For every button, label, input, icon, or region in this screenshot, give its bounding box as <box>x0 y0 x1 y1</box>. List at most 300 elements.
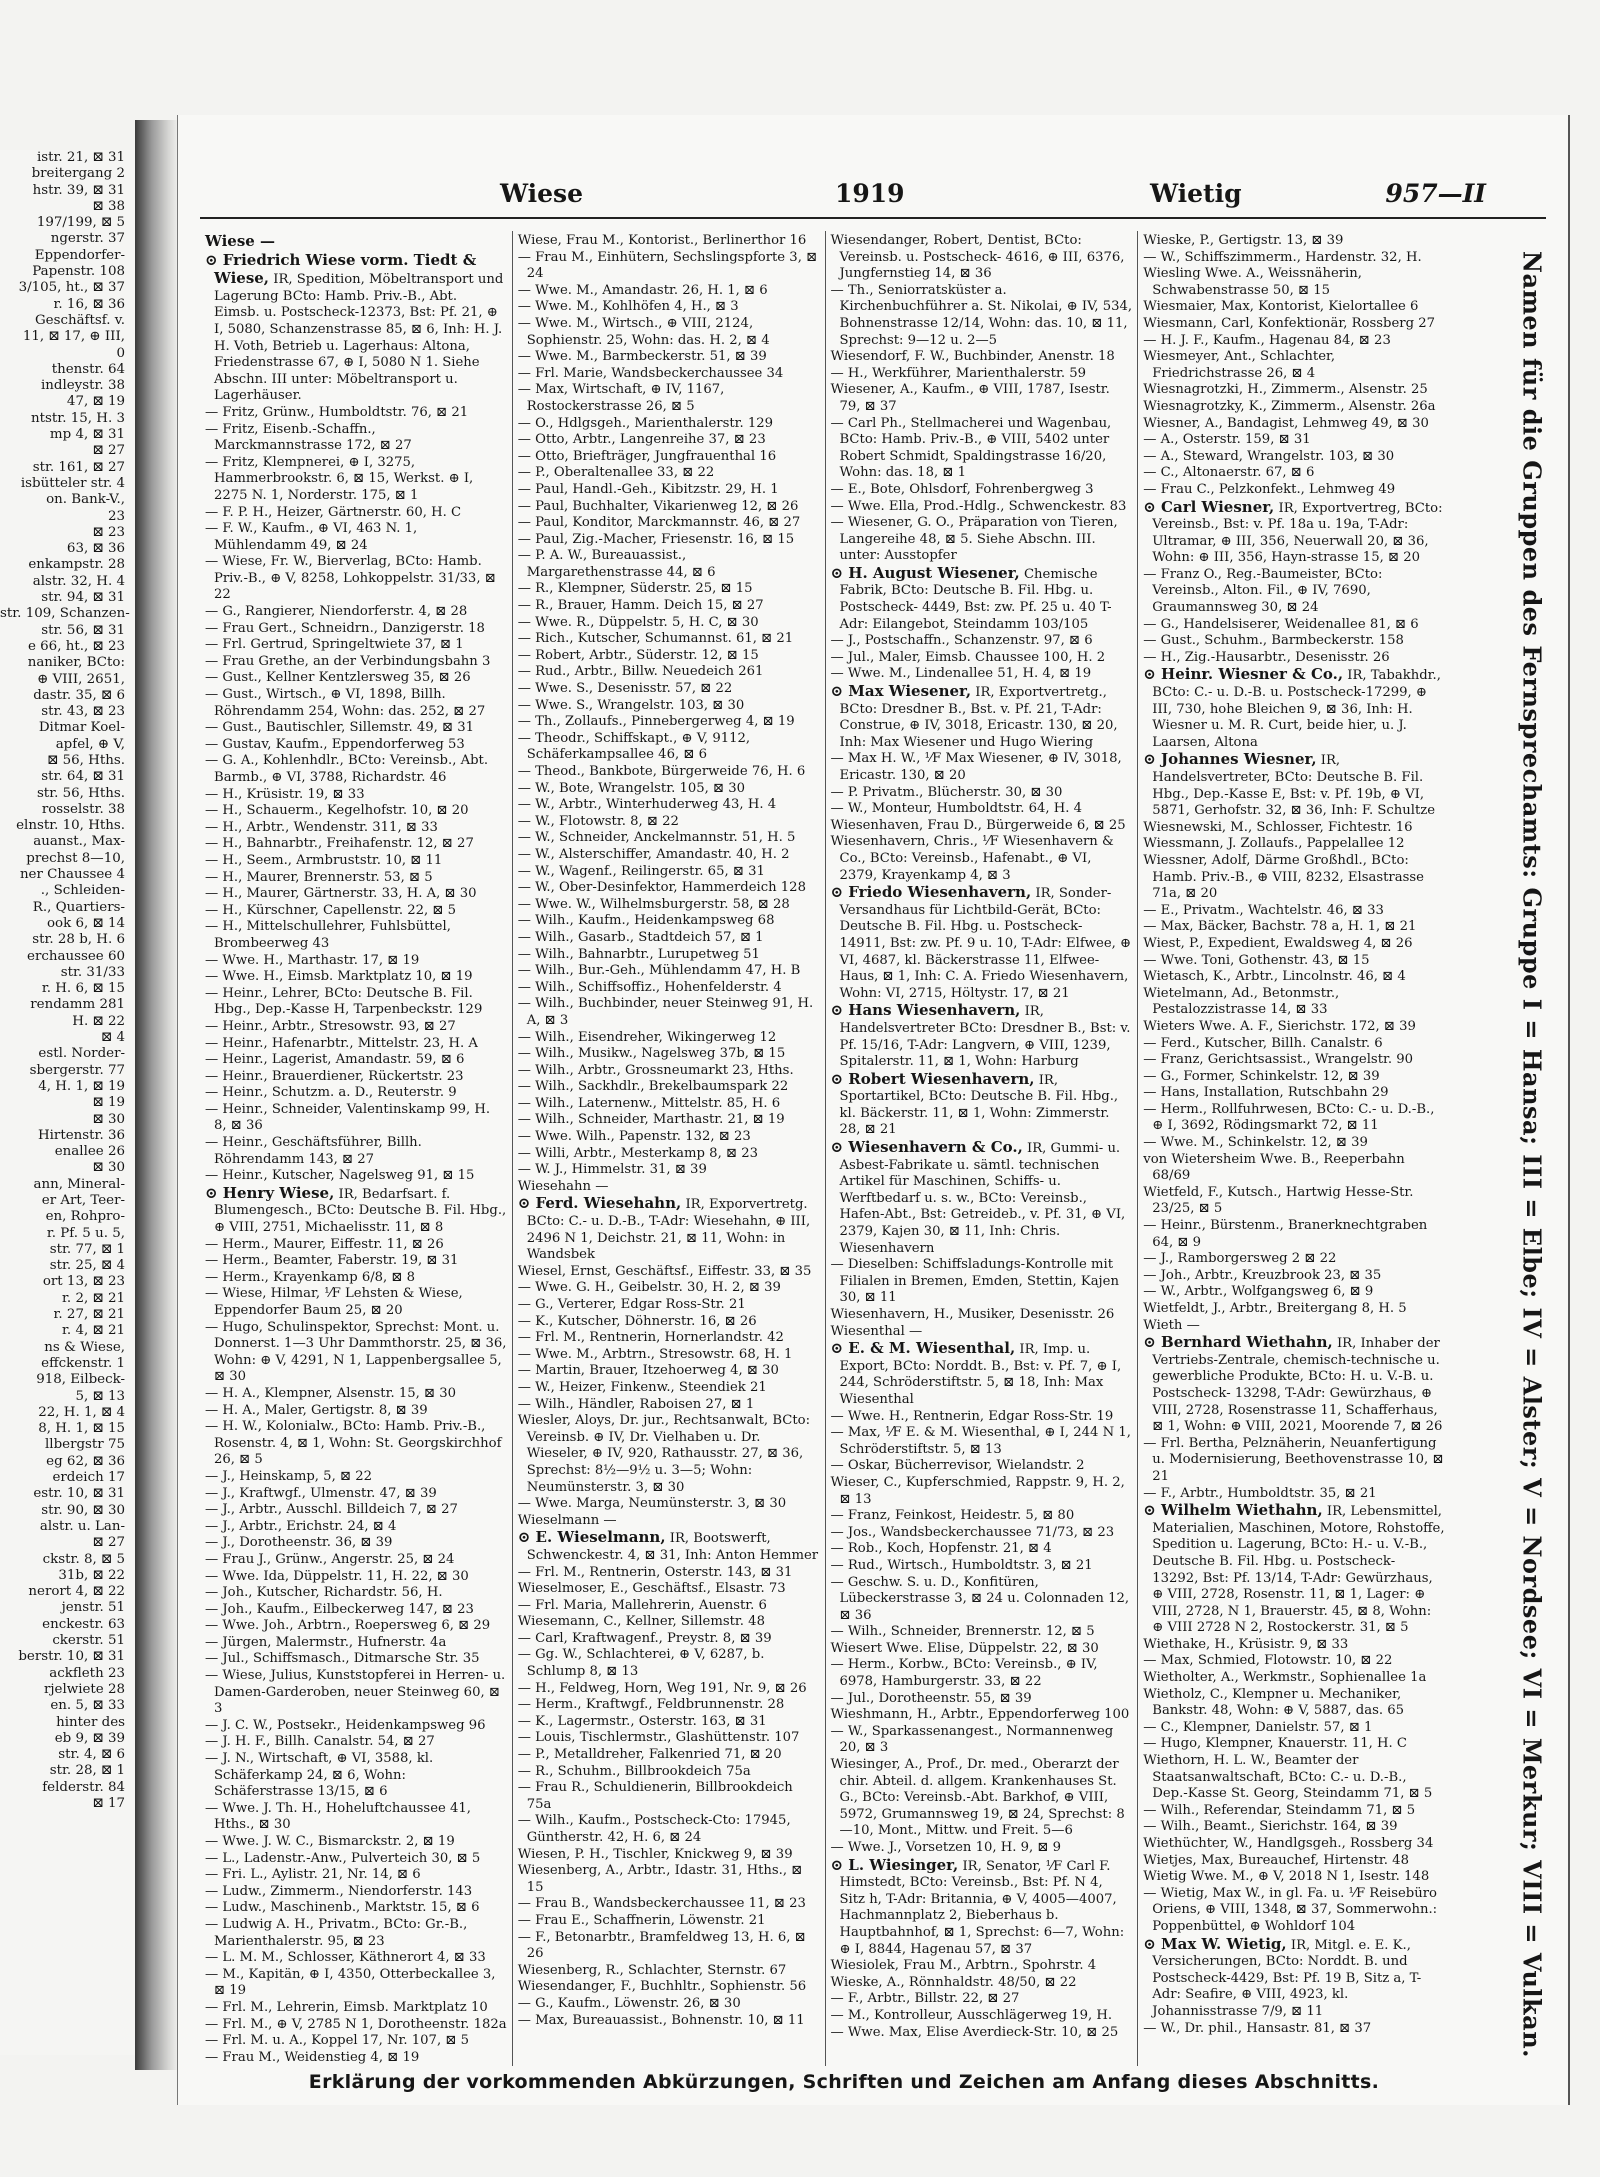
directory-entry <box>831 1541 1133 1558</box>
directory-entry <box>831 1525 1133 1542</box>
entry-text: — K., Lagermstr., Osterstr. 163, ⊠ 31 <box>517 1713 767 1729</box>
entry-text: — Max H. W., ⅟F Max Wiesener, ⊕ IV, 3018, Ericastr. 130, ⊠ 20 <box>830 751 1122 783</box>
entry-text: Wietholz, C., Klempner u. Mechaniker, Bankstr. 48, Wohn: ⊕ V, 5887, das. 65 <box>1143 1686 1404 1719</box>
directory-entry <box>205 953 507 970</box>
directory-entry <box>1143 953 1445 970</box>
left-page-line: ⊠ 30 <box>92 1111 125 1127</box>
directory-entry <box>1143 499 1445 567</box>
entry-text: — Frl. M. u. A., Koppel 17, Nr. 107, ⊠ 5 <box>205 2033 469 2049</box>
head-first-name: Wiese <box>500 179 584 208</box>
entry-text: Wiethorn, H. L. W., Beamter der Staatsanwaltschaft, BCto: C.- u. D.-B., Dep.-Kasse St. Georg, Steindamm 71, ⊠ 5 <box>1143 1753 1433 1802</box>
entry-text: Wiesenhaven, Frau D., Bürgerweide 6, ⊠ 25 <box>830 817 1126 833</box>
entry-text: — Max, Schmied, Flotowstr. 10, ⊠ 22 <box>1143 1653 1393 1669</box>
directory-entry <box>831 1307 1133 1324</box>
directory-entry <box>205 1834 507 1851</box>
entry-text: — Frau E., Schaffnerin, Löwenstr. 21 <box>517 1912 766 1928</box>
entry-text: — J., Ramborgersweg 2 ⊠ 22 <box>1143 1251 1337 1267</box>
entry-text: IR, Tabakhdr., BCto: C.- u. D.-B. u. Postscheck-17299, ⊕ III, 730, hohe Bleichen 9, ⊠ 36, Inh: H. Wiesner u. M. R. Curt, beide hier, u. J. Laarsen, Altona <box>1152 668 1441 750</box>
entry-text: — Jul., Dorotheenstr. 55, ⊠ 39 <box>830 1690 1032 1706</box>
entry-text: — Wiesener, G. O., Präparation von Tieren, Langereihe 48, ⊠ 5. Siehe Abschn. III. unter: Ausstopfer <box>830 515 1118 564</box>
entry-text: — A., Osterstr. 159, ⊠ 31 <box>1143 432 1311 448</box>
directory-entry <box>1143 1653 1445 1670</box>
entry-firm-name: ⊙ Heinr. Wiesner & Co., <box>1143 665 1344 684</box>
entry-text: — G. A., Kohlenhdlr., BCto: Vereinsb., Abt. Barmb., ⊕ VI, 3788, Richardstr. 46 <box>205 753 489 785</box>
entry-text: — Heinr., Brauerdiener, Rückertstr. 23 <box>205 1068 464 1084</box>
directory-entry <box>831 565 1133 633</box>
directory-entry <box>518 664 820 681</box>
left-page-line: e 66, ht., ⊠ 23 <box>27 638 125 654</box>
entry-text: Wieser, C., Kupferschmied, Rappstr. 9, H. 2, ⊠ 13 <box>830 1474 1125 1507</box>
directory-entry <box>1143 633 1445 650</box>
entry-text: Wiesnagrotzki, H., Zimmerm., Alsenstr. 25 <box>1143 382 1428 398</box>
directory-entry <box>205 1419 507 1469</box>
entry-text: — W., Sparkassenangest., Normannenweg 20, ⊠ 3 <box>830 1723 1114 1756</box>
directory-entry <box>205 1867 507 1884</box>
entry-text: Wiesnewski, M., Schlosser, Fichtestr. 16 <box>1143 819 1413 835</box>
entry-text: IR, Gummi- u. Asbest-Fabrikate u. sämtl. technischen Artikel für Maschinen, Schiffs- u. Werftbedarf u. s. w., BCto: Vereinsb., Hafen-Abt., Bst: Getreideb., v. Pf. 31, ⊕ VI, 2379, Kajen 30, ⊠ 11, Inh: Chris. Wiesenhavern <box>839 1141 1126 1256</box>
entry-text: — O., Hdlgsgeh., Marienthalerstr. 129 <box>517 415 774 431</box>
entry-text: — Wilh., Buchbinder, neuer Steinweg 91, H. A, ⊠ 3 <box>517 996 814 1028</box>
entry-text: — Heinr., Kutscher, Nagelsweg 91, ⊠ 15 <box>205 1168 475 1184</box>
entry-text: — Wilh., Eisendreher, Wikingerweg 12 <box>517 1029 777 1045</box>
left-page-line: 11, ⊠ 17, ⊕ III, <box>22 329 125 345</box>
directory-entry <box>831 349 1133 366</box>
entry-text: — Wwe. Max, Elise Averdieck-Str. 10, ⊠ 25 <box>830 2024 1119 2040</box>
entry-text: Wiesinger, A., Prof., Dr. med., Oberarzt der chir. Abteil. d. allgem. Krankenhauses St. G., BCto: Vereinsb.-Abt. Barkhof, ⊕ VIII, 5972, Grumannsweg 19, ⊠ 24, Sprechst: 8—10, Mont., Mittw. und Freit. 5—6 <box>830 1757 1125 1839</box>
entry-firm-name: ⊙ E. Wieselmann, <box>517 1528 666 1547</box>
left-page-line: ., Schleiden- <box>40 883 125 899</box>
entry-text: IR, Handelsvertreter BCto: Dresdner B., Bst: v. Pf. 15/16, T-Adr: Langvern, ⊕ VIII, 1239, Spitalerstr. 11, ⊠ 1, Wohn: Harburg <box>839 1004 1131 1070</box>
directory-entry <box>205 986 507 1019</box>
directory-entry <box>518 1764 820 1781</box>
directory-entry <box>518 880 820 897</box>
left-page-line: naniker, BCto: <box>27 655 125 671</box>
directory-entry <box>205 1237 507 1254</box>
entry-text: Wiesel, Ernst, Geschäftsf., Eiffestr. 33, ⊠ 35 <box>517 1263 812 1279</box>
directory-entry <box>205 1135 507 1168</box>
directory-entry <box>831 1558 1133 1575</box>
directory-entry <box>831 834 1133 884</box>
entry-text: — W., Monteur, Humboldtstr. 64, H. 4 <box>830 801 1083 817</box>
directory-entry <box>518 1730 820 1747</box>
directory-entry <box>518 1146 820 1163</box>
entry-firm-name: ⊙ Max W. Wietig, <box>1143 1934 1287 1953</box>
footer-note: Erklärung der vorkommenden Abkürzungen, Schriften und Zeichen am Anfang dieses Abschnitts. <box>308 2071 1380 2093</box>
entry-text: IR, Handelsvertreter, BCto: Deutsche B. Fil. Hbg., Dep.-Kasse E, Bst: v. Pf. 19b, ⊕ VI, 5871, Gerhofstr. 32, ⊠ 36, Inh: F. Schultze <box>1152 753 1436 819</box>
directory-entry <box>518 449 820 466</box>
entry-text: — Heinr., Bürstenm., Branerknechtgraben 64, ⊠ 9 <box>1143 1218 1428 1250</box>
left-page-line: str. 56, Hths. <box>36 785 125 801</box>
entry-text: — W., Schneider, Anckelmannstr. 51, H. 5 <box>517 830 796 846</box>
left-page-line: eg 62, ⊠ 36 <box>46 1453 125 1469</box>
head-page-number: 957—II <box>1385 179 1486 208</box>
entry-text: — Wwe. H., Rentnerin, Edgar Ross-Str. 19 <box>830 1408 1114 1424</box>
directory-entry <box>831 1991 1133 2008</box>
entry-text: — Wilh., Beamt., Sierichstr. 164, ⊠ 39 <box>1143 1819 1398 1835</box>
left-page-line: str. 161, ⊠ 27 <box>32 459 125 475</box>
directory-entry <box>518 714 820 731</box>
entry-text: Wieth — <box>1143 1317 1200 1333</box>
entry-text: — Herm., Krayenkamp 6/8, ⊠ 8 <box>205 1269 416 1285</box>
directory-entry <box>831 1958 1133 1975</box>
directory-entry <box>1143 1334 1445 1436</box>
directory-entry <box>518 1079 820 1096</box>
entry-text: — Ludw., Zimmerm., Niendorferstr. 143 <box>205 1883 473 1899</box>
directory-entry <box>518 830 820 847</box>
directory-entry <box>1143 1670 1445 1687</box>
entry-text: — F., Arbtr., Humboldtstr. 35, ⊠ 21 <box>1143 1485 1377 1501</box>
directory-entry <box>518 1046 820 1063</box>
entry-text: — Wiese, Hilmar, ⅟F Lehsten & Wiese, Eppendorfer Baum 25, ⊠ 20 <box>205 1286 463 1318</box>
entry-text: — Heinr., Schutzm. a. D., Reuterstr. 9 <box>205 1085 457 1101</box>
directory-entry <box>1143 1036 1445 1053</box>
left-page-line: ook 6, ⊠ 14 <box>46 915 125 931</box>
left-page-line: jenstr. 51 <box>61 1600 125 1616</box>
directory-entry <box>831 683 1133 751</box>
entry-text: — Otto, Briefträger, Jungfrauenthal 16 <box>517 448 777 464</box>
left-page-line: ann, Mineral- <box>33 1176 125 1192</box>
directory-entry <box>205 2033 507 2050</box>
directory-entry <box>1143 1284 1445 1301</box>
directory-entry <box>831 1257 1133 1307</box>
directory-entry <box>205 870 507 887</box>
directory-entry <box>518 681 820 698</box>
directory-entry <box>831 751 1133 784</box>
entry-text: — Gust., Kellner Kentzlersweg 35, ⊠ 26 <box>205 670 471 686</box>
directory-entry <box>831 633 1133 650</box>
directory-entry <box>518 1963 820 1980</box>
entry-text: — H., Kürschner, Capellenstr. 22, ⊠ 5 <box>205 902 457 918</box>
entry-text: — Wwe. M., Arbtrn., Stresowstr. 68, H. 1 <box>517 1346 793 1362</box>
left-page-line: Ditmar Koel- <box>38 720 125 736</box>
entry-text: — Jul., Maler, Eimsb. Chaussee 100, H. 2 <box>830 649 1106 665</box>
directory-entry <box>831 283 1133 349</box>
left-page-line: 63, ⊠ 36 <box>66 541 125 557</box>
directory-entry <box>1143 449 1445 466</box>
directory-entry <box>831 1641 1133 1658</box>
directory-entry <box>518 1347 820 1364</box>
directory-entry <box>1143 1301 1445 1318</box>
entry-text: — Th., Zollaufs., Pinnebergerweg 4, ⊠ 19 <box>517 714 795 730</box>
entry-text: — Wwe. M., Lindenallee 51, H. 4, ⊠ 19 <box>830 666 1092 682</box>
entry-text: Wiesling Wwe. A., Weissnäherin, Schwabenstrasse 50, ⊠ 15 <box>1143 266 1362 298</box>
directory-entry <box>205 252 507 405</box>
entry-text: — Fri. L., Aylistr. 21, Nr. 14, ⊠ 6 <box>205 1867 421 1883</box>
entry-text: — Frl. M., Rentnerin, Osterstr. 143, ⊠ 31 <box>517 1564 793 1580</box>
entry-text: — Wilh., Schiffsoffiz., Hohenfelderstr. 4 <box>517 979 782 995</box>
directory-entry <box>831 818 1133 835</box>
directory-entry <box>518 283 820 300</box>
entry-text: Wietfeldt, J., Arbtr., Breitergang 8, H. 5 <box>1143 1301 1407 1316</box>
entry-firm-name: ⊙ Friedrich Wiese vorm. Tiedt & Wiese, <box>205 250 477 288</box>
directory-entry <box>205 687 507 720</box>
directory-entry <box>1143 1819 1445 1836</box>
directory-entry <box>831 1840 1133 1857</box>
entry-text: — Wwe. R., Düppelstr. 5, H. C, ⊠ 30 <box>517 614 759 630</box>
directory-page <box>177 115 1570 2105</box>
entry-text: Wiesehahn — <box>517 1178 609 1194</box>
directory-entry <box>518 1697 820 1714</box>
entry-text: — Heinr., Schneider, Valentinskamp 99, H. 8, ⊠ 36 <box>205 1101 491 1134</box>
entry-firm-name: ⊙ Robert Wiesenhavern, <box>830 1069 1035 1088</box>
directory-entry <box>831 1139 1133 1257</box>
directory-entry <box>1143 1268 1445 1285</box>
directory-entry <box>205 1751 507 1801</box>
entry-text: — E., Bote, Ohlsdorf, Fohrenbergweg 3 <box>830 481 1094 497</box>
left-page-line: str. 43, ⊠ 23 <box>41 704 125 720</box>
left-page-line: str. 4, ⊠ 6 <box>58 1747 125 1763</box>
directory-entry <box>831 1425 1133 1458</box>
directory-entry <box>518 366 820 383</box>
directory-entry <box>518 1297 820 1314</box>
entry-text: — Wwe. H., Eimsb. Marktplatz 10, ⊠ 19 <box>205 969 473 985</box>
entry-text: Wiethüchter, W., Handlgsgeh., Rossberg 34 <box>1143 1836 1434 1851</box>
entry-text: — H., Maurer, Brennerstr. 53, ⊠ 5 <box>205 869 433 885</box>
entry-text: — Wwe. G. H., Geibelstr. 30, H. 2, ⊠ 39 <box>517 1280 781 1296</box>
left-page-line: ⊠ 56, Hths. <box>47 752 125 768</box>
entry-text: — W., Arbtr., Winterhuderweg 43, H. 4 <box>517 797 777 813</box>
directory-entry <box>518 1996 820 2013</box>
left-page-line: alstr. 32, H. 4 <box>32 573 125 589</box>
entry-text: — Frau B., Wandsbeckerchaussee 11, ⊠ 23 <box>517 1896 806 1912</box>
left-page-line: str. 56, ⊠ 31 <box>41 622 125 638</box>
directory-entry <box>1143 1853 1445 1870</box>
entry-text: IR, Imp. u. Export, BCto: Norddt. B., Bst: v. Pf. 7, ⊕ I, 244, Schröderstiftstr. 5, ⊠ 18, Inh: Max Wiesenthal <box>839 1342 1122 1407</box>
entry-firm-name: ⊙ Friedo Wiesenhavern, <box>830 883 1032 902</box>
entry-firm-name: ⊙ Johannes Wiesner, <box>1143 750 1317 769</box>
entry-text: — Max, Bäcker, Bachstr. 78 a, H. 1, ⊠ 21 <box>1143 919 1417 935</box>
entry-text: — R., Brauer, Hamm. Deich 15, ⊠ 27 <box>517 598 764 614</box>
entry-text: — W., Wagenf., Reilingerstr. 65, ⊠ 31 <box>517 863 765 879</box>
directory-entry <box>1143 233 1445 250</box>
directory-entry <box>1143 482 1445 499</box>
entry-text: — Frl. Marie, Wandsbeckerchaussee 34 <box>517 365 784 381</box>
directory-entry <box>831 366 1133 383</box>
entry-text: — G., Handelsiserer, Weidenallee 81, ⊠ 6 <box>1143 616 1419 632</box>
directory-entry <box>205 2050 507 2066</box>
entry-text: — H., Bahnarbtr., Freihafenstr. 12, ⊠ 27 <box>205 836 474 852</box>
head-year: 1919 <box>835 179 905 208</box>
entry-text: Wiesener, A., Kaufm., ⊕ VIII, 1787, Isestr. 79, ⊠ 37 <box>830 382 1110 414</box>
directory-entry <box>831 1340 1133 1408</box>
directory-entry <box>205 1052 507 1069</box>
left-page-line: str. 31/33 <box>60 964 125 980</box>
entry-firm-name: ⊙ Hans Wiesenhavern, <box>830 1001 1021 1020</box>
entry-text: IR, Mitgl. e. E. K., Versicherungen, BCto: Norddt. B. und Postscheck-4429, Bst: Pf. 19 B, Sitz a, T-Adr: Seafire, ⊕ VIII, 4923, kl. Johannisstrasse 7/9, ⊠ 11 <box>1152 1937 1422 2019</box>
left-page-line: Hirtenstr. 36 <box>37 1127 125 1143</box>
entry-text: — Th., Seniorratsküster a. Kirchenbuchführer a. St. Nikolai, ⊕ IV, 534, Bohnenstrasse 12/14, Wohn: das. 10, ⊠ 11, Sprechst: 9—12 u. 2—5 <box>830 282 1133 348</box>
directory-entry <box>518 864 820 881</box>
entry-firm-name: ⊙ L. Wiesinger, <box>830 1855 959 1874</box>
directory-entry <box>205 654 507 671</box>
entry-text: — W., Alsterschiffer, Amandastr. 40, H. 2 <box>517 846 790 862</box>
directory-entry <box>831 1575 1133 1625</box>
entry-text: — J., Arbtr., Erichstr. 24, ⊠ 4 <box>205 1518 397 1534</box>
left-page-line: Papenstr. 108 <box>32 264 125 280</box>
directory-entry <box>831 2008 1133 2025</box>
entry-text: — Ferd., Kutscher, Billh. Canalstr. 6 <box>1143 1035 1383 1051</box>
entry-text: — J. H. F., Billh. Canalstr. 54, ⊠ 27 <box>205 1734 435 1750</box>
entry-text: Wiesenhavern, H., Musiker, Desenisstr. 26 <box>830 1307 1115 1322</box>
entry-text: — Heinr., Hafenarbtr., Mittelstr. 23, H. A <box>205 1035 478 1051</box>
directory-entry <box>518 1030 820 1047</box>
left-page-line: 47, ⊠ 19 <box>66 394 125 410</box>
directory-entry <box>518 731 820 764</box>
left-page-line: rjelwiete 28 <box>43 1681 125 1697</box>
directory-entry <box>518 1631 820 1648</box>
directory-entry <box>518 847 820 864</box>
entry-text: — Wilh., Musikw., Nagelsweg 37b, ⊠ 15 <box>517 1046 786 1062</box>
entry-text: — Franz O., Reg.-Baumeister, BCto: Vereinsb., Alton. Fil., ⊕ IV, 7690, Graumannsweg 30, ⊠ 24 <box>1143 566 1383 616</box>
left-page-line: dastr. 35, ⊠ 6 <box>33 687 125 703</box>
entry-text: — Wwe. M., Wirtsch., ⊕ VIII, 2124, Sophienstr. 25, Wohn: das. H. 2, ⊠ 4 <box>517 315 770 348</box>
directory-entry <box>1143 1687 1445 1720</box>
directory-entry <box>1143 250 1445 267</box>
entry-text: — Franz, Feinkost, Heidestr. 5, ⊠ 80 <box>830 1508 1075 1524</box>
column-3 <box>826 231 1139 2066</box>
head-last-name: Wietig <box>1150 179 1242 208</box>
entry-text: — Carl Ph., Stellmacherei und Wagenbau, BCto: Hamb. Priv.-B., ⊕ VIII, 5402 unter Robert Schmidt, Spaldingstrasse 16/20, Wohn: das. 18, ⊠ 1 <box>830 415 1112 481</box>
entry-text: — Theod., Bankbote, Bürgerweide 76, H. 6 <box>517 764 806 779</box>
entry-text: — Frau C., Pelzkonfekt., Lehmweg 49 <box>1143 481 1396 497</box>
directory-entry <box>518 465 820 482</box>
entry-text: — Wilh., Referendar, Steindamm 71, ⊠ 5 <box>1143 1802 1416 1818</box>
directory-entry <box>518 930 820 947</box>
directory-entry <box>205 1502 507 1519</box>
entry-text: IR, Bootswerft, Schwenckestr. 4, ⊠ 31, Inh: Anton Hemmer <box>526 1531 819 1563</box>
directory-entry <box>1143 1803 1445 1820</box>
left-page-line: 31b, ⊠ 22 <box>58 1567 125 1583</box>
directory-entry <box>831 1409 1133 1426</box>
entry-text: Chemische Fabrik, BCto: Deutsche B. Fil. Hbg. u. Postscheck- 4449, Bst: zw. Pf. 25 u. 40 T-Adr: Eilangebot, Steindamm 103/105 <box>839 566 1112 632</box>
entry-text: — W., Dr. phil., Hansastr. 81, ⊠ 37 <box>1143 2020 1372 2036</box>
entry-text: — W. J., Himmelstr. 31, ⊠ 39 <box>517 1162 707 1178</box>
directory-entry <box>518 1896 820 1913</box>
entry-text: — K., Kutscher, Döhnerstr. 16, ⊠ 26 <box>517 1313 757 1329</box>
entry-text: — Wilh., Schneider, Brennerstr. 12, ⊠ 5 <box>830 1624 1095 1640</box>
directory-entry <box>1143 1869 1445 1886</box>
entry-text: — Robert, Arbtr., Süderstr. 12, ⊠ 15 <box>517 647 759 663</box>
directory-entry <box>205 621 507 638</box>
entry-text: — Wwe. S., Desenisstr. 57, ⊠ 22 <box>517 681 733 697</box>
left-page-line: 4, H. 1, ⊠ 19 <box>38 1078 125 1094</box>
entry-text: — Max, ⅟F E. & M. Wiesenthal, ⊕ I, 244 N 1, Schröderstiftstr. 5, ⊠ 13 <box>830 1425 1131 1457</box>
directory-entry <box>1143 1251 1445 1268</box>
left-page-line: r. Pf. 5 u. 5, <box>46 1225 125 1241</box>
entry-text: — W., Heizer, Finkenw., Steendiek 21 <box>517 1379 767 1395</box>
directory-entry <box>205 1668 507 1718</box>
entry-text: — Frau M., Weidenstieg 4, ⊠ 19 <box>205 2049 420 2065</box>
entry-text: — Wwe. H., Marthastr. 17, ⊠ 19 <box>205 952 420 968</box>
entry-text: — Wwe. Ella, Prod.-Hdlg., Schwenckestr. 83 <box>830 498 1127 514</box>
entry-text: — W., Bote, Wrangelstr. 105, ⊠ 30 <box>517 780 746 796</box>
entry-text: — Wwe. M., Schinkelstr. 12, ⊠ 39 <box>1143 1135 1368 1151</box>
entry-text: — Wilh., Kaufm., Postscheck-Cto: 17945, Güntherstr. 42, H. 6, ⊠ 24 <box>517 1813 791 1845</box>
entry-text: — P. A. W., Bureauassist., Margarethenstrasse 44, ⊠ 6 <box>517 548 716 580</box>
entry-text: — P. Privatm., Blücherstr. 30, ⊠ 30 <box>830 784 1063 800</box>
directory-entry <box>205 1270 507 1287</box>
left-page-fragment <box>0 150 138 2055</box>
left-page-line: alstr. u. Lan- <box>39 1518 125 1534</box>
directory-entry <box>1143 432 1445 449</box>
directory-entry <box>518 1714 820 1731</box>
directory-entry <box>1143 1152 1445 1185</box>
directory-entry <box>518 1529 820 1564</box>
directory-entry <box>831 1508 1133 1525</box>
entry-text: Wiessner, Adolf, Därme Großhdl., BCto: Hamb. Priv.-B., ⊕ VIII, 8232, Elsastrasse 71a, ⊠ 20 <box>1143 852 1424 902</box>
entry-text: — Gust., Wirtsch., ⊕ VI, 1898, Billh. Röhrendamm 254, Wohn: das. 252, ⊠ 27 <box>205 687 486 719</box>
entry-text: — F., Betonarbtr., Bramfeldweg 13, H. 6, ⊠ 26 <box>517 1929 806 1962</box>
entry-text: Wietasch, K., Arbtr., Lincolnstr. 46, ⊠ 4 <box>1143 969 1406 985</box>
entry-text: — H., Schauerm., Kegelhofstr. 10, ⊠ 20 <box>205 803 469 819</box>
entry-text: — Rob., Koch, Hopfenstr. 21, ⊠ 4 <box>830 1541 1052 1557</box>
directory-entry <box>205 455 507 505</box>
entry-text: — H. A., Maler, Gertigstr. 8, ⊠ 39 <box>205 1402 428 1418</box>
entry-text: — W., Ober-Desinfektor, Hammerdeich 128 <box>517 880 806 896</box>
entry-text: — C., Altonaerstr. 67, ⊠ 6 <box>1143 465 1315 481</box>
directory-entry <box>205 969 507 986</box>
directory-entry <box>1143 1753 1445 1803</box>
left-page-line: 918, Eilbeck- <box>36 1372 125 1388</box>
entry-text: — R., Klempner, Süderstr. 25, ⊠ 15 <box>517 581 753 597</box>
entry-text: — H., Feldweg, Horn, Weg 191, Nr. 9, ⊠ 26 <box>517 1680 807 1696</box>
directory-entry <box>831 1071 1133 1139</box>
entry-text: — Fritz, Eisenb.-Schaffn., Marckmannstrasse 172, ⊠ 27 <box>205 421 412 454</box>
directory-entry <box>518 781 820 798</box>
directory-entry <box>518 615 820 632</box>
directory-entry <box>518 1565 820 1582</box>
entry-text: — Wilh., Sackhdlr., Brekelbaumspark 22 <box>517 1079 789 1095</box>
left-page-line: ⊕ VIII, 2651, <box>37 671 125 687</box>
entry-text: — Heinr., Lagerist, Amandastr. 59, ⊠ 6 <box>205 1052 465 1068</box>
directory-entry <box>1143 567 1445 617</box>
directory-entry <box>831 515 1133 565</box>
left-page-line: rosselstr. 38 <box>41 801 125 817</box>
entry-text: — Frau M., Einhütern, Sechslingspforte 3, ⊠ 24 <box>517 249 818 282</box>
directory-entry <box>1143 299 1445 316</box>
entry-text: — F. W., Kaufm., ⊕ VI, 463 N. 1, Mühlendamm 49, ⊠ 24 <box>205 521 418 553</box>
entry-text: — J., Heinskamp, 5, ⊠ 22 <box>205 1468 372 1484</box>
left-page-line: mp 4, ⊠ 31 <box>49 427 125 443</box>
entry-text: Wietelmann, Ad., Betonmstr., Pestalozzistrasse 14, ⊠ 33 <box>1143 985 1340 1018</box>
directory-entry <box>831 1724 1133 1757</box>
directory-entry <box>831 233 1133 283</box>
entry-text: Wietholter, A., Werkmstr., Sophienallee 1a <box>1143 1670 1427 1686</box>
directory-entry <box>205 1168 507 1185</box>
entry-text: — Frau J., Grünw., Angerstr. 25, ⊠ 24 <box>205 1551 455 1567</box>
entry-text: — Rud., Arbtr., Billw. Neuedeich 261 <box>517 664 764 680</box>
directory-entry <box>205 1552 507 1569</box>
directory-entry <box>518 1979 820 1996</box>
directory-entry <box>205 670 507 687</box>
directory-entry <box>205 919 507 952</box>
directory-entry <box>518 233 820 250</box>
directory-entry <box>205 405 507 422</box>
directory-entry <box>518 1195 820 1263</box>
directory-entry <box>518 499 820 516</box>
left-page-line: ntstr. 15, H. 3 <box>31 410 125 426</box>
directory-entry <box>518 1063 820 1080</box>
entry-text: — H., Arbtr., Wendenstr. 311, ⊠ 33 <box>205 819 438 835</box>
directory-entry <box>1143 751 1445 819</box>
directory-entry <box>518 1496 820 1513</box>
directory-entry <box>518 1647 820 1680</box>
directory-entry <box>205 554 507 604</box>
directory-entry <box>205 1950 507 1967</box>
entry-text: — Wilh., Kaufm., Heidenkampsweg 68 <box>517 913 775 929</box>
entry-text: — Dieselben: Schiffsladungs-Kontrolle mit Filialen in Bremen, Emden, Stettin, Kajen 30, ⊠ 11 <box>830 1257 1119 1306</box>
entry-text: Wieske, P., Gertigstr. 13, ⊠ 39 <box>1143 233 1344 248</box>
